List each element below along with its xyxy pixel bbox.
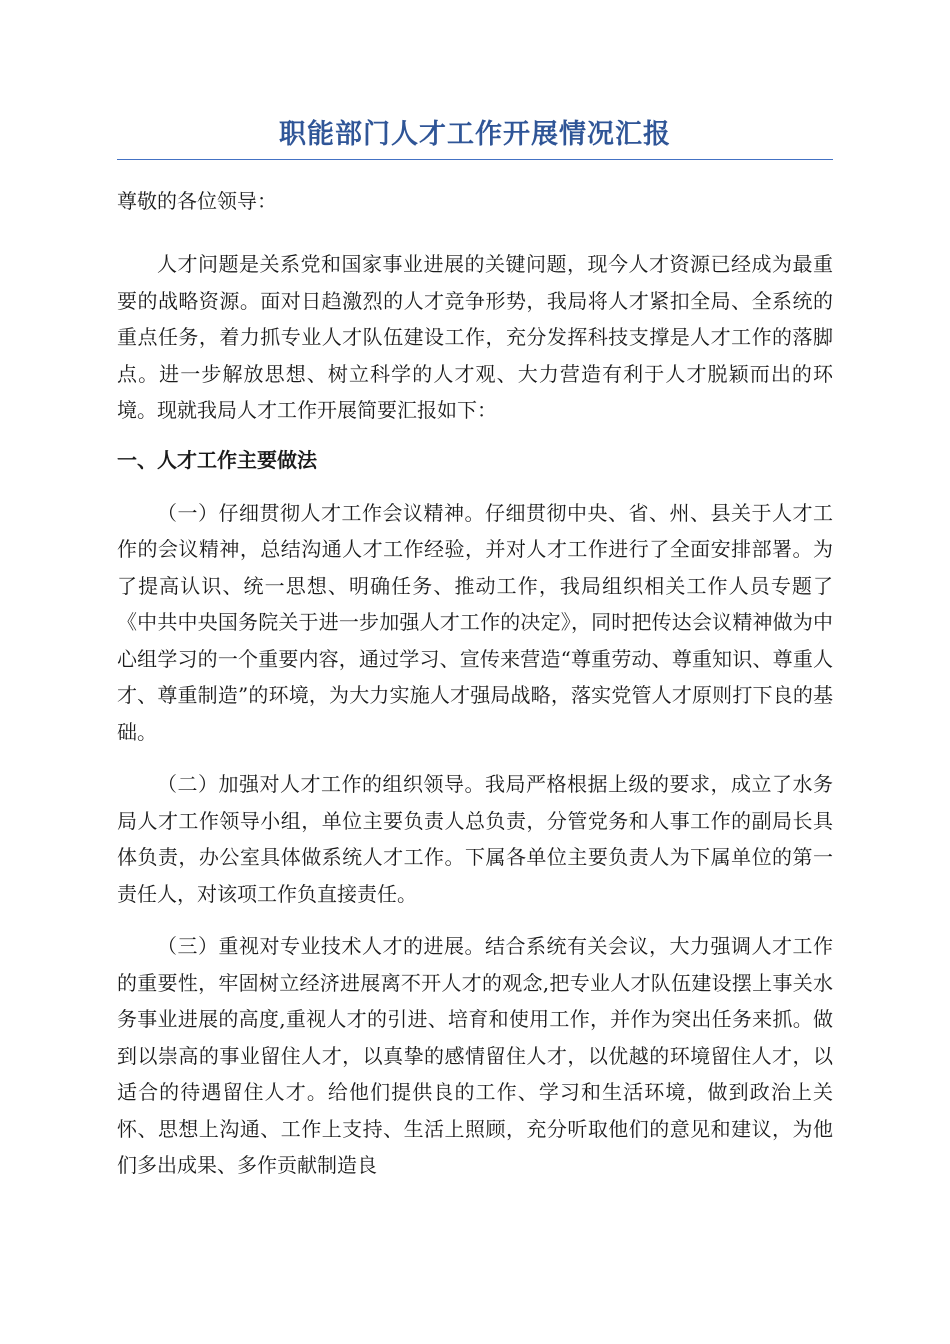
intro-paragraph: 人才问题是关系党和国家事业进展的关键问题，现今人才资源已经成为最重要的战略资源。面对日趋激烈的人才竞争形势，我局将人才紧扣全局、全系统的重点任务，着力抓专业人才队伍建设工作，充分发挥科技支撑是人才工作的落脚点。进一步解放思想、树立科学的人才观、大力营造有利于人才脱颖而出的环境。现就我局人才工作开展简要汇报如下： <box>117 252 833 422</box>
section-heading-1: 一、人才工作主要做法 <box>117 447 317 472</box>
item-paragraph-2: （二）加强对人才工作的组织领导。我局严格根据上级的要求，成立了水务局人才工作领导小组，单位主要负责人总负责，分管党务和人事工作的副局长具体负责，办公室具体做系统人才工作。下属各单位主要负责人为下属单位的第一责任人，对该项工作负直接责任。 <box>117 772 833 906</box>
item-paragraph-1: （一）仔细贯彻人才工作会议精神。仔细贯彻中央、省、州、县关于人才工作的会议精神，总结沟通人才工作经验，并对人才工作进行了全面安排部署。为了提高认识、统一思想、明确任务、推动工作，我局组织相关工作人员专题了《中共中央国务院关于进一步加强人才工作的决定》，同时把传达会议精神做为中心组学习的一个重要内容，通过学习、宣传来营造“尊重劳动、尊重知识、尊重人才、尊重制造”的环境，为大力实施人才强局战略，落实党管人才原则打下良的基础。 <box>117 500 833 744</box>
item-paragraph-3: （三）重视对专业技术人才的进展。结合系统有关会议，大力强调人才工作的重要性，牢固树立经济进展离不开人才的观念,把专业人才队伍建设摆上事关水务事业进展的高度,重视人才的引进、培育和使用工作，并作为突出任务来抓。做到以崇高的事业留住人才，以真挚的感情留住人才，以优越的环境留住人才，以适合的待遇留住人才。给他们提供良的工作、学习和生活环境，做到政治上关怀、思想上沟通、工作上支持、生活上照顾，充分听取他们的意见和建议，为他们多出成果、多作贡献制造良 <box>117 934 833 1177</box>
document-title: 职能部门人才工作开展情况汇报 <box>117 112 833 160</box>
salutation: 尊敬的各位领导： <box>117 189 277 213</box>
